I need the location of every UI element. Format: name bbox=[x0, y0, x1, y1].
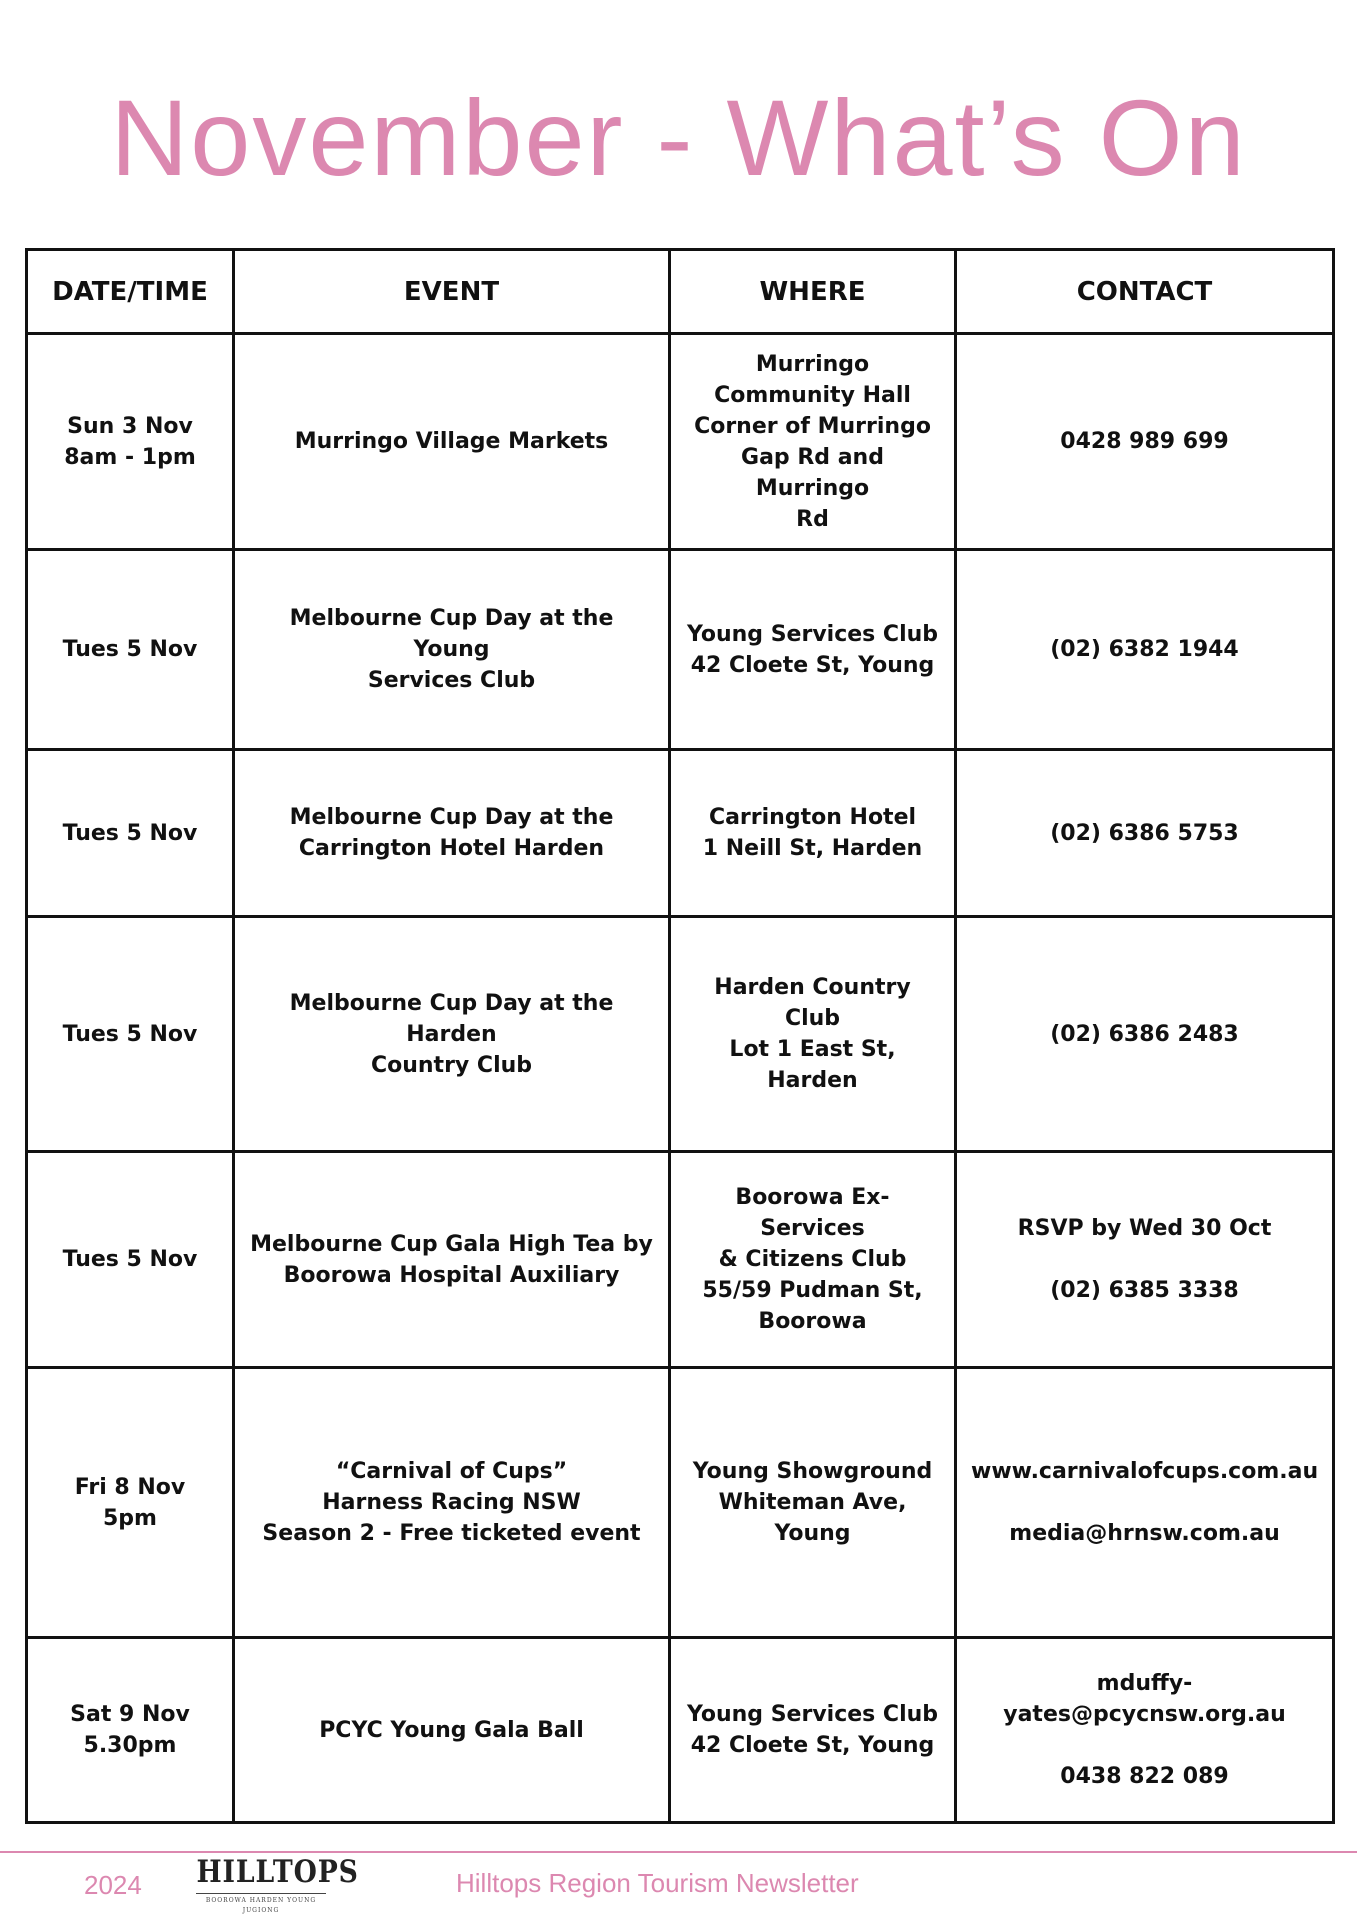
where-cell-line: Lot 1 East St, Harden bbox=[729, 1037, 896, 1093]
table-row bbox=[27, 1152, 1334, 1368]
header-event: EVENT bbox=[234, 250, 670, 334]
where-cell-line: & Citizens Club bbox=[718, 1247, 907, 1272]
event-cell-line: Murringo Village Markets bbox=[294, 429, 609, 454]
event-cell bbox=[234, 917, 670, 1152]
event-cell-line: Melbourne Cup Day at the Young bbox=[289, 606, 614, 662]
contact-cell bbox=[956, 550, 1334, 750]
table-row bbox=[27, 917, 1334, 1152]
where-cell bbox=[670, 917, 956, 1152]
where-cell-line: Murringo bbox=[755, 351, 870, 377]
where-cell-line: Harden Country Club bbox=[714, 975, 911, 1031]
where-cell bbox=[670, 1368, 956, 1638]
event-cell-line: Boorowa Hospital Auxiliary bbox=[283, 1262, 620, 1288]
where-cell-line: Young Services Club bbox=[686, 1702, 939, 1727]
date-time-cell-line: Tues 5 Nov bbox=[62, 1021, 198, 1047]
contact-cell-line: 0428 989 699 bbox=[1060, 429, 1229, 454]
where-cell bbox=[670, 1638, 956, 1823]
header-date-time: DATE/TIME bbox=[27, 250, 234, 334]
event-cell-line: “Carnival of Cups” bbox=[335, 1459, 568, 1484]
where-cell-line: Community Hall bbox=[714, 382, 911, 408]
date-time-cell-line: Tues 5 Nov bbox=[62, 1247, 198, 1272]
line-spacer bbox=[971, 1487, 1318, 1518]
contact-cell-line: RSVP by Wed 30 Oct bbox=[1017, 1216, 1272, 1241]
event-cell bbox=[234, 1638, 670, 1823]
date-time-cell-line: Tues 5 Nov bbox=[62, 637, 198, 662]
where-cell-line: 42 Cloete St, Young bbox=[690, 652, 935, 678]
table-row bbox=[27, 1368, 1334, 1638]
table-row bbox=[27, 334, 1334, 550]
where-cell-line: Young Services Club bbox=[686, 621, 939, 647]
date-time-cell bbox=[27, 917, 234, 1152]
logo-wordmark: HILLTOPS bbox=[196, 1854, 359, 1890]
event-cell-line: Melbourne Cup Day at the Harden bbox=[289, 990, 614, 1047]
contact-cell-line: (02) 6385 3338 bbox=[1050, 1278, 1239, 1303]
newsletter-name: Hilltops Region Tourism Newsletter bbox=[456, 1868, 859, 1898]
event-cell bbox=[234, 334, 670, 550]
header-where: WHERE bbox=[670, 250, 956, 334]
table-row bbox=[27, 1638, 1334, 1823]
hilltops-logo bbox=[186, 1853, 359, 1915]
contact-cell bbox=[956, 917, 1334, 1152]
where-cell-line: Young Showground bbox=[692, 1459, 933, 1484]
where-cell-line: Whiteman Ave, bbox=[718, 1490, 907, 1515]
where-cell-line: 55/59 Pudman St, bbox=[702, 1278, 923, 1303]
event-cell bbox=[234, 550, 670, 750]
date-time-cell bbox=[27, 1152, 234, 1368]
logo-towns: BOOROWA HARDEN YOUNG JUGIONG bbox=[196, 1893, 326, 1916]
date-time-cell-line: 5pm bbox=[103, 1505, 157, 1531]
where-cell-line: 1 Neill St, Harden bbox=[702, 836, 923, 861]
header-contact: CONTACT bbox=[956, 250, 1334, 334]
line-spacer bbox=[971, 1244, 1318, 1275]
date-time-cell bbox=[27, 550, 234, 750]
event-cell-line: Harness Racing NSW bbox=[322, 1490, 581, 1515]
event-cell-line: Carrington Hotel Harden bbox=[298, 836, 605, 861]
contact-cell-line: (02) 6386 2483 bbox=[1050, 1021, 1239, 1047]
contact-cell-line: (02) 6386 5753 bbox=[1050, 820, 1239, 846]
date-time-cell-line: 8am - 1pm bbox=[64, 444, 196, 470]
contact-cell-line: 0438 822 089 bbox=[1060, 1764, 1229, 1789]
date-time-cell bbox=[27, 334, 234, 550]
page-title: November - What’s On bbox=[110, 77, 1247, 198]
contact-cell bbox=[956, 750, 1334, 917]
contact-cell-line: media@hrnsw.com.au bbox=[1009, 1521, 1280, 1546]
events-table bbox=[25, 248, 1335, 1824]
footer-year: 2024 bbox=[84, 1870, 142, 1900]
event-cell bbox=[234, 750, 670, 917]
where-cell-line: Carrington Hotel bbox=[708, 805, 917, 830]
where-cell bbox=[670, 750, 956, 917]
event-cell-line: Melbourne Cup Gala High Tea by bbox=[250, 1231, 653, 1257]
date-time-cell-line: Tues 5 Nov bbox=[62, 820, 198, 846]
date-time-cell bbox=[27, 1368, 234, 1638]
table-row bbox=[27, 550, 1334, 750]
event-cell-line: Services Club bbox=[367, 668, 536, 693]
contact-cell-line: www.carnivalofcups.com.au bbox=[971, 1459, 1319, 1484]
contact-cell-line: yates@pcycnsw.org.au bbox=[1003, 1702, 1286, 1727]
line-spacer bbox=[971, 1730, 1318, 1761]
date-time-cell-line: 5.30pm bbox=[83, 1733, 177, 1758]
where-cell-line: Rd bbox=[796, 506, 829, 532]
where-cell-line: Boorowa bbox=[758, 1309, 867, 1334]
date-time-cell-line: Fri 8 Nov bbox=[74, 1474, 186, 1500]
table-header-row bbox=[27, 250, 1334, 334]
event-cell-line: PCYC Young Gala Ball bbox=[319, 1717, 584, 1743]
contact-cell bbox=[956, 334, 1334, 550]
event-cell-line: Country Club bbox=[370, 1052, 533, 1078]
table-row bbox=[27, 750, 1334, 917]
contact-cell bbox=[956, 1638, 1334, 1823]
where-cell-line: Corner of Murringo bbox=[694, 413, 931, 439]
date-time-cell bbox=[27, 750, 234, 917]
date-time-cell-line: Sun 3 Nov bbox=[67, 413, 193, 439]
contact-cell-line: (02) 6382 1944 bbox=[1050, 637, 1239, 662]
event-cell-line: Season 2 - Free ticketed event bbox=[262, 1521, 641, 1546]
date-time-cell-line: Sat 9 Nov bbox=[70, 1702, 190, 1727]
contact-cell-line: mduffy- bbox=[1096, 1671, 1193, 1696]
event-cell bbox=[234, 1368, 670, 1638]
where-cell-line: Boorowa Ex-Services bbox=[735, 1185, 890, 1241]
where-cell bbox=[670, 334, 956, 550]
where-cell-line: Young bbox=[774, 1521, 851, 1546]
where-cell-line: Gap Rd and Murringo bbox=[741, 444, 884, 501]
contact-cell bbox=[956, 1368, 1334, 1638]
where-cell bbox=[670, 550, 956, 750]
event-cell bbox=[234, 1152, 670, 1368]
contact-cell bbox=[956, 1152, 1334, 1368]
where-cell-line: 42 Cloete St, Young bbox=[690, 1733, 935, 1758]
where-cell bbox=[670, 1152, 956, 1368]
event-cell-line: Melbourne Cup Day at the bbox=[289, 805, 614, 830]
date-time-cell bbox=[27, 1638, 234, 1823]
